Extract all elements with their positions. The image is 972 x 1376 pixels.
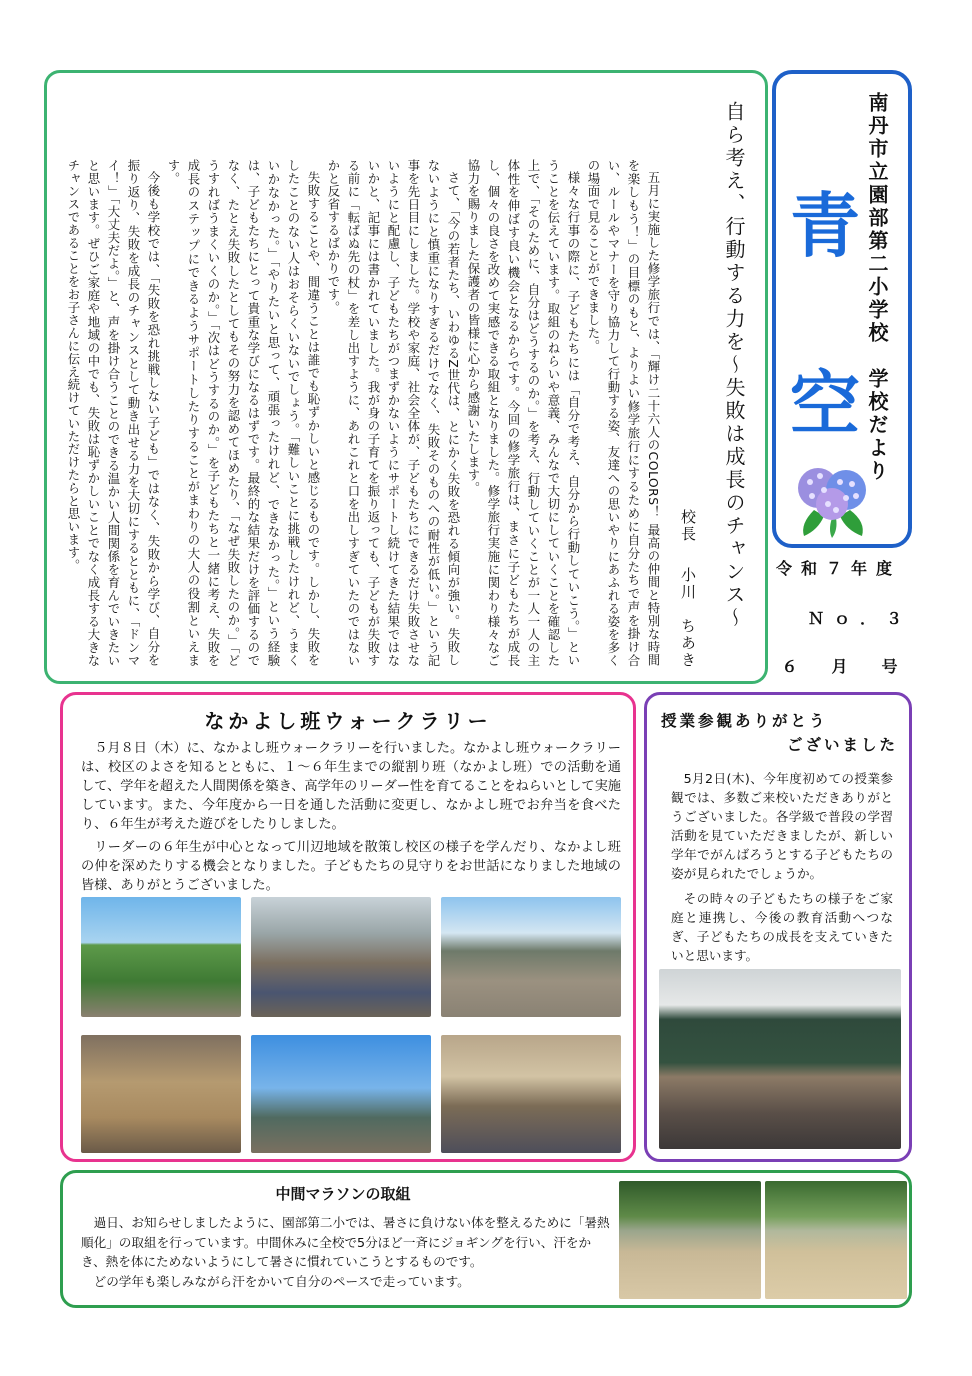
class-observation-section: [644, 692, 912, 1162]
marathon-photo-2: [765, 1181, 907, 1299]
rally-photo-2: [251, 897, 431, 1017]
marathon-photo-1: [619, 1181, 761, 1299]
author-role: 校長: [679, 509, 697, 543]
principal-paragraph-4: 失敗することや、間違うことは誰でも恥ずかしいと感じるものです。しかし、失敗をしたことのない人はおそらくいないでしょう。「難しいことに挑戦したけれど、うまくいかなかった。」「やりたいと思って、頑張ったけれど、できなかった。」という経験は、子どもたちにとって貴重な学びになるはずです。最終的な結果だけを評価するのでなく、たとえ失敗したとしてもその努力を認めてほめたり、「なぜ失敗したのか。」「どうすればうまくいくのか。」「次はどうするのか。」を子どもたちと一緒に考え、失敗を成長のステップにできるようサポートしたりすることがまわりの大人の役割といえます。: [166, 159, 321, 667]
class-observation-paragraph-2: その時々の子どもたちの様子をご家庭と連携し、今後の教育活動へつなぎ、子どもたちの成長を支えていきたいと思います。: [671, 891, 893, 963]
walk-rally-text: [81, 739, 621, 899]
walk-rally-title: なかよし班ウォークラリー: [204, 709, 492, 733]
classroom-photo: [659, 969, 901, 1149]
principal-paragraph-5: 今後も学校では、「失敗を恐れ挑戦しない子ども」ではなく、失敗から学び、自分を振り返り、失敗を成長のチャンスとして動き出せる力を大切にするとともに、「ドンマイ！」「大丈夫だよ。」と、声を掛け合うことのできる温かい人間関係を育んでいきたいと思います。ぜひご家庭や地域の中でも、失敗は恥ずかしいことでなく成長する大きなチャンスであることをお子さんに伝え続けていただけたらと思います。: [66, 159, 161, 667]
class-observation-paragraph-1: 5月2日(木)、今年度初めての授業参観では、多数ご来校いただきありがとうございました。各学級で普段の学習活動を見ていただきましたが、新しい学年でがんばろうとする子どもたちの姿が見られたでしょうか。: [671, 771, 893, 881]
rally-photo-6: [441, 1035, 621, 1153]
class-observation-title-line1: 授業参観ありがとう: [661, 712, 828, 730]
issue-number: Ｎｏ．３: [807, 609, 912, 628]
principal-message-body: [61, 159, 663, 667]
marathon-text: [81, 1213, 611, 1291]
rally-photo-1: [81, 897, 241, 1017]
rally-photo-3: [441, 897, 621, 1017]
rally-photo-5: [251, 1035, 431, 1153]
principal-paragraph-2: 様々な行事の際に、子どもたちには「自分で考え、自分から行動していこう。」ということを伝えています。取組のねらいや意義、みんなで大切にしていくことを確認した上で、「そのために、自分はどうするのか。」を考え、行動していくことが一人一人の主体性を伸ばす良い機会となるからです。今回の修学旅行は、まさに子どもたちが成長し、個々の良さを改めて実感できる取組となりました。修学旅行実施に関わり様々なご協力を賜りました保護者の皆様に心から感謝いたします。: [466, 159, 581, 667]
marathon-paragraph-2: どの学年も楽しみながら汗をかいて自分のペースで走っています。: [93, 1273, 470, 1289]
author-name: 小川 ちあき: [679, 566, 697, 669]
walk-rally-paragraph-1: ５月８日（木）に、なかよし班ウォークラリーを行いました。なかよし班ウォークラリーは、校区のよさを知るとともに、１～６年生までの縦割り班（なかよし班）での活動を通して、学年を超えた人間関係を築き、高学年のリーダー性を育てることをねらいとして実施しています。また、今年度から一日を通した活動に変更し、なかよし班でお弁当を食べたり、６年生が考えた遊びをしたりしました。: [81, 741, 621, 832]
principal-paragraph-1: 五月に実施した修学旅行では、「輝け二十六人のCOLORS！ 最高の仲間と特別な時間を楽しもう！」の目標のもと、よりよい修学旅行にするために自分たちで声を掛け合い、ルールやマナーを守り協力して行動する姿、友達への思いやりにあふれる姿を多くの場面で見ることができました。: [586, 159, 661, 667]
rally-photo-4: [81, 1035, 241, 1153]
principal-paragraph-3: さて、「今の若者たち、いわゆるZ世代は、とにかく失敗を恐れる傾向が強い。失敗しないようにと慎重になりすぎるだけでなく、失敗そのものへの耐性が低い。」という記事を先日目にしました。学校や家庭、社会全体が、子どもたちにできるだけ失敗させないようにと配慮し、子どもたちがつまずかないようにサポートし続けてきた結果ではないかと、記事には書かれていました。我が身の子育てを振り返っても、子どもが失敗する前に「転ばぬ先の杖」を差し出すように、あれこれと口を出しすぎていたのではないかと反省するばかりです。: [326, 159, 461, 667]
school-name: 南丹市立園部第二小学校 学校だより: [865, 92, 889, 483]
hydrangea-icon: [794, 458, 870, 538]
principal-message-box: [44, 70, 768, 684]
walk-rally-paragraph-2: リーダーの６年生が中心となって川辺地域を散策し校区の様子を学んだり、なかよし班の仲を深めたりする機会となりました。子どもたちの見守りをお世話になりました地域の皆様、ありがとうございました。: [81, 840, 621, 893]
principal-author: [678, 509, 699, 669]
principal-message-title: 自ら考え、行動する力を～失敗は成長のチャンス～: [722, 101, 746, 630]
issue-month: ６ 月 号: [781, 657, 907, 676]
marathon-title: 中間マラソンの取組: [275, 1185, 411, 1203]
class-observation-text: [671, 769, 893, 971]
class-observation-title-line2: ございました: [787, 736, 899, 754]
walk-rally-section: [60, 692, 636, 1162]
marathon-paragraph-1: 過日、お知らせしましたように、園部第二小では、暑さに負けない体を整えるために「暑熱順化」の取組を行っています。中間休みに全校で5分ほど一斉にジョギングを行い、汗をかき、熱を体にためないようにして暑さに慣れていこうとするものです。: [81, 1215, 610, 1269]
title-character-sora: 空: [790, 363, 860, 445]
class-observation-title: [661, 709, 898, 757]
title-character-ao: 青: [790, 185, 860, 267]
marathon-section: [60, 1170, 912, 1308]
newsletter-masthead: [772, 70, 912, 548]
issue-year: 令和７年度: [776, 559, 902, 578]
